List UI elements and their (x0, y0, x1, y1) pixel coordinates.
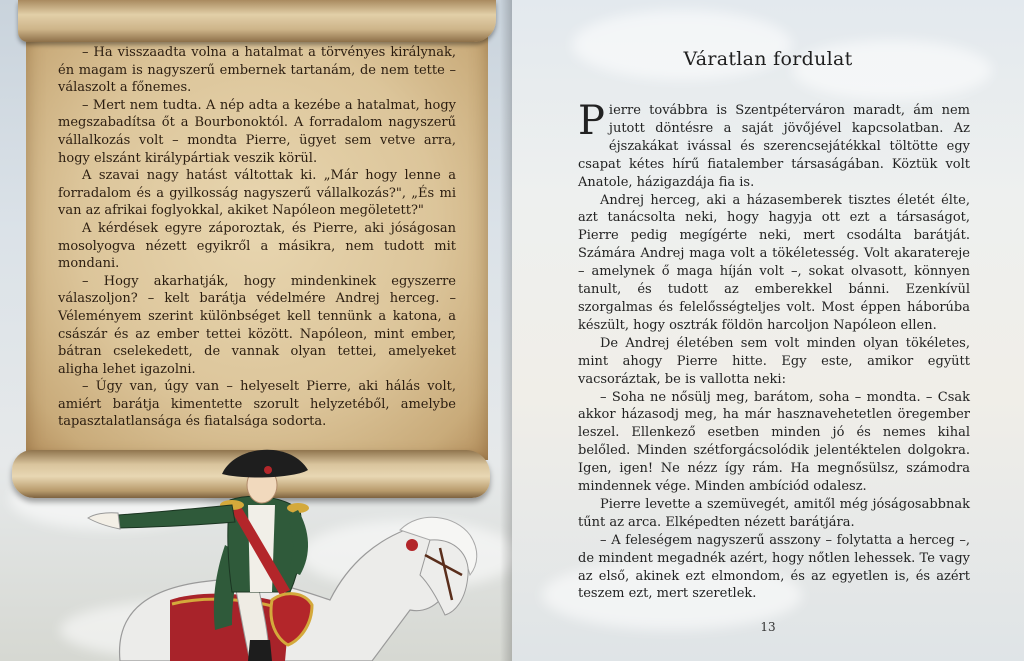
scroll-paragraph: – Úgy van, úgy van – helyeselt Pierre, aki hálás volt, amiért barátja kimentette szorult helyzetéből, amelybe tapasztalatlansága és fiatalsága sodorta. (58, 379, 456, 430)
scroll-paragraph: – Mert nem tudta. A nép adta a kezébe a hatalmat, hogy megszabadítsa őt a Bourbonoktól. A forradalom nagyszerű vállalkozás volt – mondta Pierre, ügyet sem vetve arra, hogy elszánt királypártiak veszik körül. (58, 97, 456, 166)
body-paragraph: Andrej herceg, aki a házasemberek tisztes életét élte, azt tanácsolta neki, hogy hagyja ott ezt a társaságot, Pierre pedig megígérte neki, mert csodálta barátját. Számára Andrej maga volt a tökéletesség. Volt akaratereje – amelynek ő maga híján volt –, sokat olvasott, könnyen tanult, és tudott az emberekkel bánni. Ezenkívül szorgalmas és felelősségteljes volt. Most éppen háborúba készült, hogy osztrák földön harcoljon Napóleon ellen. (578, 192, 970, 333)
body-paragraph: – A feleségem nagyszerű asszony – folytatta a herceg –, de mindent megadnék azért, hogy nőtlen lehessek. Te vagy az első, akinek ezt elmondom, és az egyetlen is, és azért teszem ezt, mert szeretlek. (578, 532, 970, 602)
drop-cap: P (578, 98, 605, 144)
body-paragraph: De Andrej életében sem volt minden olyan tökéletes, mint ahogy Pierre hitte. Egy este, amikor együtt vacsoráztak, be is vallotta neki: (578, 335, 970, 387)
body-paragraph: – Soha ne nősülj meg, barátom, soha – mondta. – Csak akkor házasodj meg, ha már hasznavehetetlen öregember leszel. Ellenkező esetben minden jó és nemes kihal belőled. Minden szétforgácsolódik jelentéktelen dolgokra. Igen, igen! Ne nézz így rám. Ha megnősülsz, számodra mindennek vége. Minden ambíciód odalesz. (578, 389, 970, 495)
page-number: 13 (760, 620, 776, 634)
chapter-title: Váratlan fordulat (683, 48, 853, 70)
body-paragraph: Pierre levette a szemüvegét, amitől még jóságosabbnak tűnt az arca. Elképedten nézett barátjára. (578, 496, 970, 530)
scroll-paragraph: – Hogy akarhatják, hogy mindenkinek egyszerre válaszoljon? – kelt barátja védelmére Andrej herceg. – Véleményem szerint különbséget kell tennünk a katona, a császár és az ember tettei között. Napóleon, mint ember, bátran cselekedett, de vannak olyan tettei, amelyeket aligha lehet igazolni. (58, 273, 456, 377)
right-page (512, 0, 1024, 661)
rosette (406, 539, 418, 551)
first-paragraph (578, 98, 970, 192)
scroll-paragraph: A szavai nagy hatást váltottak ki. „Már hogy lenne a forradalom és a gyilkosság nagyszerű vállalkozás?", „És mi van az afrikai foglyokkal, akiket Napóleon megöletett?" (58, 168, 456, 219)
chapter-body (578, 98, 970, 603)
scroll-paragraph: – Ha visszaadta volna a hatalmat a törvényes királynak, én magam is nagyszerű embernek tartanám, de nem tette – válaszolt a főnemes. (58, 45, 456, 96)
scroll-paragraph: A kérdések egyre záporoztak, és Pierre, aki jóságosan mosolyogva nézett egyikről a másikra, nem tudott mit mondani. (58, 220, 456, 272)
first-paragraph-text: ierre továbbra is Szentpéterváron maradt, ám nem jutott döntésre a saját jövőjével kapcsolatban. Az éjszakákat ivással és szerencsejátékkal töltötte egy csapat kétes hírű fiatalember társaságában. Köztük volt Anatole, házigazdája fia is. (578, 103, 970, 190)
